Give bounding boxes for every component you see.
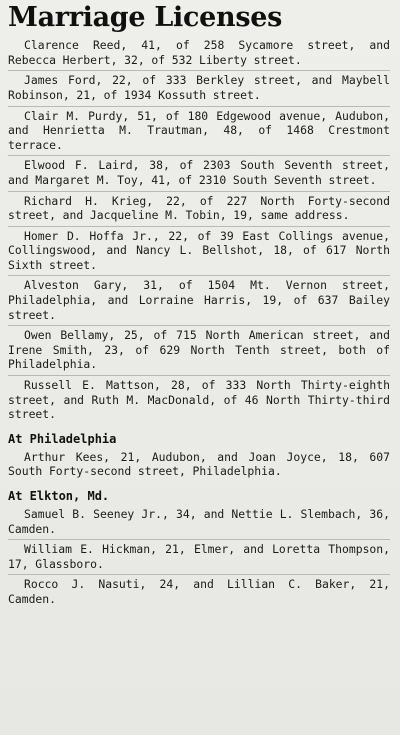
license-entry [8, 448, 390, 482]
license-entry-text: Samuel B. Seeney Jr., 34, and Nettie L. Slembach, 36, Camden. [8, 507, 390, 536]
license-entry [8, 36, 390, 71]
license-entry [8, 156, 390, 191]
license-entry-text: James Ford, 22, of 333 Berkley street, and Maybell Robinson, 21, of 1934 Kossuth street. [8, 73, 390, 102]
license-entry-text: Clair M. Purdy, 51, of 180 Edgewood avenue, Audubon, and Henrietta M. Trautman, 48, of 1468 Crestmont terrace. [8, 108, 390, 152]
headline: Marriage Licenses [8, 2, 283, 33]
license-entry [8, 227, 390, 277]
license-entry [8, 276, 390, 326]
license-entry [8, 575, 390, 609]
license-entry-text: Rocco J. Nasuti, 24, and Lillian C. Baker, 21, Camden. [8, 577, 390, 606]
section-heading-philadelphia: At Philadelphia [8, 431, 117, 446]
license-entry-text: Homer D. Hoffa Jr., 22, of 39 East Collings avenue, Collingswood, and Nancy L. Bellshot, 18, of 617 North Sixth street. [8, 228, 390, 272]
license-entry-text: Arthur Kees, 21, Audubon, and Joan Joyce, 18, 607 South Forty-second street, Philadelphia. [8, 449, 390, 479]
license-entry [8, 540, 390, 575]
license-entry-text: Clarence Reed, 41, of 258 Sycamore street, and Rebecca Herbert, 32, of 532 Liberty street. [8, 38, 390, 67]
license-entry-text: William E. Hickman, 21, Elmer, and Loretta Thompson, 17, Glassboro. [8, 542, 390, 571]
license-entry [8, 107, 390, 157]
license-entry [8, 71, 390, 106]
license-entry-text: Russell E. Mattson, 28, of 333 North Thirty-eighth street, and Ruth M. MacDonald, of 46 North Thirty-third street. [8, 378, 390, 422]
license-entry [8, 192, 390, 227]
license-entry-text: Alveston Gary, 31, of 1504 Mt. Vernon street, Philadelphia, and Lorraine Harris, 19, of 637 Bailey street. [8, 278, 390, 322]
license-entry-text: Owen Bellamy, 25, of 715 North American street, and Irene Smith, 23, of 629 North Tenth street, both of Philadelphia. [8, 328, 390, 372]
license-entry [8, 326, 390, 376]
license-entry-text: Richard H. Krieg, 22, of 227 North Forty-second street, and Jacqueline M. Tobin, 19, same address. [8, 193, 390, 223]
section-heading-elkton: At Elkton, Md. [8, 489, 110, 503]
license-entry [8, 376, 390, 425]
license-entry [8, 505, 390, 540]
license-entry-text: Elwood F. Laird, 38, of 2303 South Seventh street, and Margaret M. Toy, 41, of 2310 South Seventh street. [8, 158, 390, 187]
